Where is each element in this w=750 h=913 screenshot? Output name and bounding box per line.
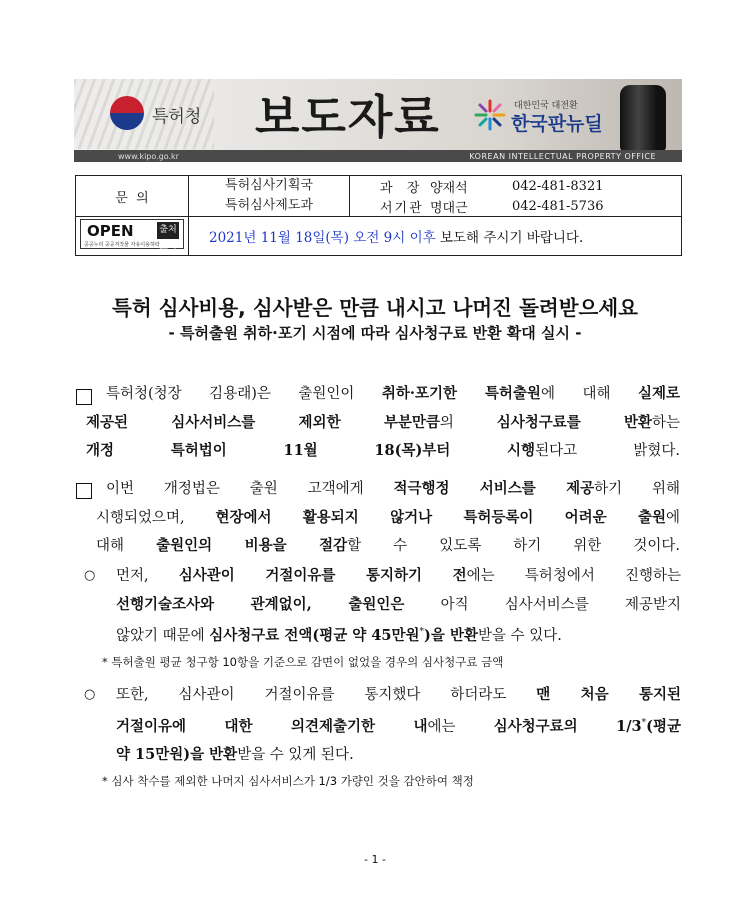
paragraph-1: 특허청(청장 김용래)은 출원인이 취하·포기한 특허출원에 대해 실제로 제공된 심사서비스를 제외한 부분만큼의 심사청구료를 반환하는 개정 특허법이 11월 18(목)부터 시행된다고 밝혔다. [86,385,681,459]
footnote-2: * 심사 착수를 제외한 나머지 심사서비스가 1/3 가량인 것을 감안하여 책정 [102,774,474,788]
contact-table [75,175,682,256]
square-bullet-icon [76,483,92,499]
circle-bullet-icon: ○ [84,568,96,583]
contact-label: 문 의 [76,176,189,217]
press-banner [74,79,682,162]
page-number: - 1 - [364,853,386,866]
contact-position: 서기관 [380,200,424,216]
footnote-1: * 특허출원 평균 청구항 10항을 기준으로 감면이 없었을 경우의 심사청구료 금액 [102,655,504,669]
contact-row [380,176,681,196]
open-license-sub: 공공누리 공공저작물 자유이용허락 [84,242,160,248]
press-release-title: 보도자료 [255,90,441,144]
camera-lens-image [620,85,666,151]
contact-position: 과 장 [380,180,422,196]
agency-url: www.kipo.go.kr [118,152,179,161]
agency-name: 특허청 [152,107,202,127]
paragraph-2: 이번 개정법은 출원 고객에게 적극행정 서비스를 제공하기 위해 시행되었으며, 현장에서 활용되지 않거나 특허등록이 어려운 출원에 대해 출원인의 비용을 절감할 수 있도록 하기 위한 것이다. [96,480,680,554]
open-label: OPEN [87,222,134,240]
embargo-request: 보도해 주시기 바랍니다. [435,230,584,246]
attribution-icon: 출처표시 [157,222,179,239]
headline: 특허 심사비용, 심사받은 만큼 내시고 나머진 돌려받으세요 [112,296,638,320]
circle-bullet-icon: ○ [84,687,96,702]
contact-phone: 042-481-5736 [512,198,604,214]
kipo-logo-icon [110,96,144,130]
open-license-badge [80,219,184,252]
contact-name: 양재석 [430,180,468,196]
contact-phone: 042-481-8321 [512,178,604,194]
subheadline: - 특허출원 취하·포기 시점에 따라 심사청구료 반환 확대 실시 - [168,324,582,342]
new-deal-name: 한국판뉴딜 [511,113,603,135]
contact-persons [350,176,682,217]
office-name: KOREAN INTELLECTUAL PROPERTY OFFICE [469,152,656,161]
new-deal-logo-icon [474,99,506,131]
department-division: 특허심사제도과 [225,198,313,213]
paragraph-3: 먼저, 심사관이 거절이유를 통지하기 전에는 특허청에서 진행하는 선행기술조사와 관계없이, 출원인은 아직 심사서비스를 제공받지 않았기 때문에 심사청구료 전액(평균 약 45만원*)을 반환받을 수 있다. [116,567,682,644]
paragraph-4: 또한, 심사관이 거절이유를 통지했다 하더라도 맨 처음 통지된 거절이유에 대한 의견제출기한 내에는 심사청구료의 1/3*(평균 약 15만원)을 반환받을 수 있게 된다. [116,686,681,763]
embargo-notice [189,217,682,256]
open-license-cell [76,217,189,256]
department-bureau: 특허심사기획국 [225,178,313,193]
contact-department [189,176,350,217]
new-deal-tagline: 대한민국 대전환 [514,101,578,111]
embargo-date: 2021년 11월 18일(목) 오전 9시 이후 [209,230,436,246]
square-bullet-icon [76,389,92,405]
contact-row [380,196,681,216]
contact-name: 명대근 [430,200,468,216]
